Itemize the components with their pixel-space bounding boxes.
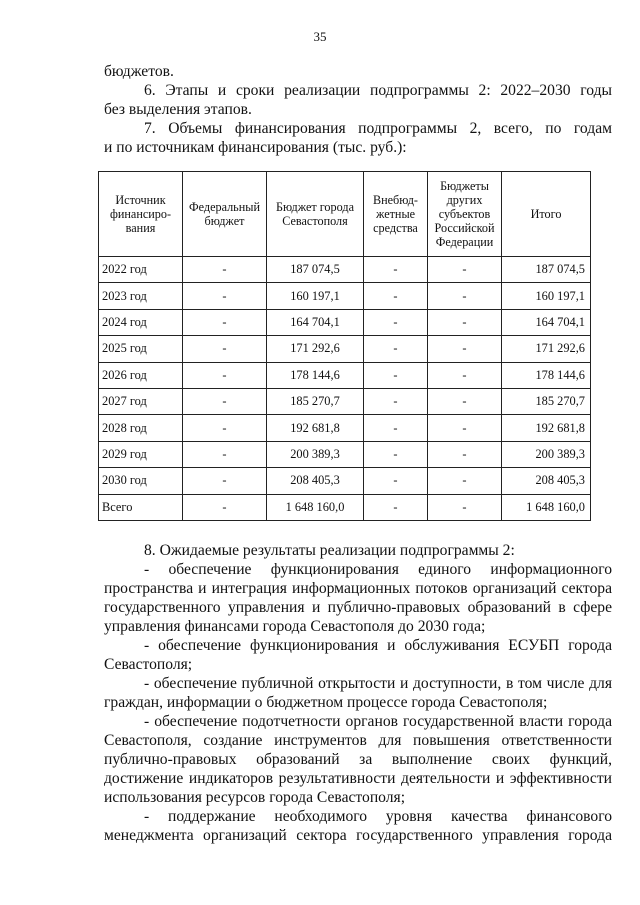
cell-total: 1 648 160,0 (502, 494, 591, 520)
cell-regions: - (428, 468, 502, 494)
cell-federal: - (183, 336, 267, 362)
cell-total: 178 144,6 (502, 362, 591, 388)
header-federal: Федеральный бюджет (183, 172, 267, 257)
cell-regions: - (428, 494, 502, 520)
cell-regions: - (428, 388, 502, 414)
header-extrabudgetary: Внебюд-жетные средства (364, 172, 428, 257)
cell-regions: - (428, 257, 502, 283)
cell-total: 160 197,1 (502, 283, 591, 309)
header-total: Итого (502, 172, 591, 257)
cell-city: 164 704,1 (267, 309, 364, 335)
cell-city: 200 389,3 (267, 441, 364, 467)
cell-year: 2025 год (99, 336, 183, 362)
result-item: - обеспечение подотчетности органов государственной власти города Севастополя, создание инструментов для повышения ответственности публично-правовых образований за выполнение своих функций, достижение индикаторов результативности деятельности и эффективности использования ресурсов города Севастополя; (104, 713, 612, 806)
result-item: - обеспечение функционирования и обслуживания ЕСУБП города Севастополя; (104, 637, 612, 673)
cell-year: 2024 год (99, 309, 183, 335)
cell-city: 187 074,5 (267, 257, 364, 283)
cell-city: 171 292,6 (267, 336, 364, 362)
cell-regions: - (428, 441, 502, 467)
cell-federal: - (183, 283, 267, 309)
cell-city: 160 197,1 (267, 283, 364, 309)
table-row (99, 257, 591, 283)
header-source: Источник финансиро-вания (99, 172, 183, 257)
text-volumes-line2: и по источникам финансирования (тыс. руб.): (104, 139, 407, 156)
cell-extrabudgetary: - (364, 283, 428, 309)
text-volumes-line1: 7. Объемы финансирования подпрограммы 2, всего, по годам (144, 120, 612, 137)
cell-year: 2030 год (99, 468, 183, 494)
cell-extrabudgetary: - (364, 468, 428, 494)
cell-regions: - (428, 415, 502, 441)
cell-federal: - (183, 494, 267, 520)
cell-federal: - (183, 309, 267, 335)
table-row (99, 468, 591, 494)
financing-table (98, 171, 591, 521)
cell-regions: - (428, 309, 502, 335)
cell-total: 187 074,5 (502, 257, 591, 283)
cell-federal: - (183, 468, 267, 494)
cell-year: 2029 год (99, 441, 183, 467)
result-item: - обеспечение публичной открытости и доступности, в том числе для граждан, информации о бюджетном процессе города Севастополя; (104, 675, 612, 711)
page-number: 35 (313, 29, 327, 44)
table-row (99, 388, 591, 414)
text-budgets: бюджетов. (104, 63, 174, 80)
table-header-row (99, 172, 591, 257)
table-row (99, 362, 591, 388)
cell-federal: - (183, 441, 267, 467)
cell-city: 208 405,3 (267, 468, 364, 494)
cell-extrabudgetary: - (364, 415, 428, 441)
header-other-regions: Бюджеты других субъектов Российской Федерации (428, 172, 502, 257)
table-row (99, 283, 591, 309)
cell-city: 178 144,6 (267, 362, 364, 388)
cell-year: 2023 год (99, 283, 183, 309)
cell-total: 171 292,6 (502, 336, 591, 362)
cell-federal: - (183, 388, 267, 414)
cell-total: 192 681,8 (502, 415, 591, 441)
cell-federal: - (183, 257, 267, 283)
cell-extrabudgetary: - (364, 362, 428, 388)
text-stages-line1: 6. Этапы и сроки реализации подпрограммы 2: 2022–2030 годы (144, 82, 612, 99)
cell-city: 192 681,8 (267, 415, 364, 441)
cell-extrabudgetary: - (364, 494, 428, 520)
cell-city: 185 270,7 (267, 388, 364, 414)
cell-extrabudgetary: - (364, 336, 428, 362)
cell-year: 2022 год (99, 257, 183, 283)
table-row-total (99, 494, 591, 520)
cell-federal: - (183, 415, 267, 441)
cell-total: 164 704,1 (502, 309, 591, 335)
cell-federal: - (183, 362, 267, 388)
cell-extrabudgetary: - (364, 388, 428, 414)
cell-year: 2026 год (99, 362, 183, 388)
cell-regions: - (428, 362, 502, 388)
cell-total: 185 270,7 (502, 388, 591, 414)
results-heading: 8. Ожидаемые результаты реализации подпрограммы 2: (144, 542, 515, 559)
cell-extrabudgetary: - (364, 441, 428, 467)
cell-extrabudgetary: - (364, 257, 428, 283)
cell-city: 1 648 160,0 (267, 494, 364, 520)
cell-year: 2028 год (99, 415, 183, 441)
table-row (99, 441, 591, 467)
table-row (99, 336, 591, 362)
cell-regions: - (428, 283, 502, 309)
cell-year: Всего (99, 494, 183, 520)
text-stages-line2: без выделения этапов. (104, 101, 252, 118)
result-item: - обеспечение функционирования единого информационного пространства и интеграция информационных потоков организаций сектора государственного управления и публично-правовых образований в сфере управления финансами города Севастополя до 2030 года; (104, 561, 612, 635)
cell-year: 2027 год (99, 388, 183, 414)
cell-total: 208 405,3 (502, 468, 591, 494)
result-item: - поддержание необходимого уровня качества финансового менеджмента организаций сектора государственного управления города (104, 808, 612, 844)
header-city-budget: Бюджет города Севастополя (267, 172, 364, 257)
cell-extrabudgetary: - (364, 309, 428, 335)
table-row (99, 415, 591, 441)
table-row (99, 309, 591, 335)
cell-regions: - (428, 336, 502, 362)
cell-total: 200 389,3 (502, 441, 591, 467)
